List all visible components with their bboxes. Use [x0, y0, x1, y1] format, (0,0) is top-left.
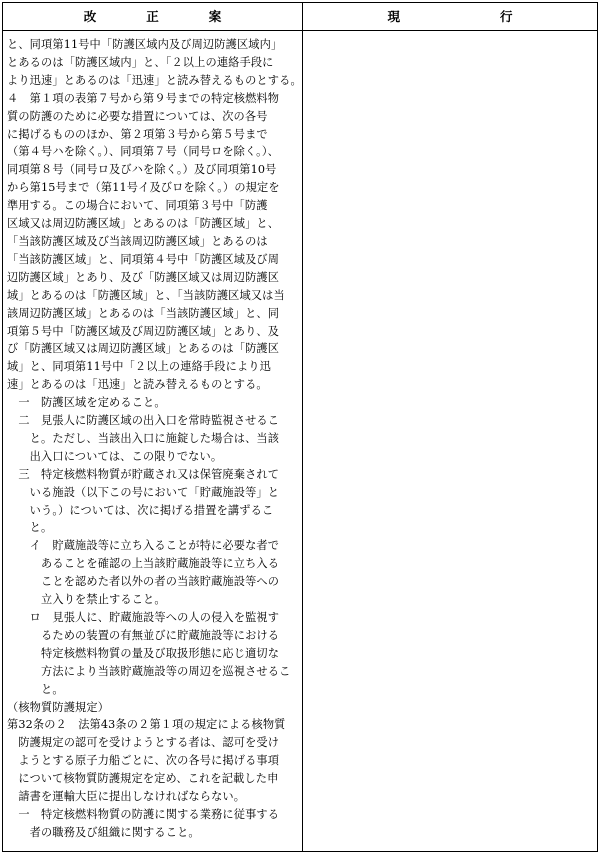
text-line: （核物質防護規定）	[7, 700, 110, 714]
text-line: 二 見張人に防護区域の出入口を常時監視させるこ	[7, 414, 280, 428]
text-line: 第32条の２ 法第43条の２第１項の規定による核物質	[7, 718, 286, 732]
text-line: 一 特定核燃料物質の防護に関する業務に従事する	[7, 807, 280, 821]
text-line: と。ただし、当該出入口に施錠した場合は、当該	[7, 431, 280, 445]
header-proposed: 改 正 案	[83, 9, 222, 24]
text-line: ロ 見張人に、貯蔵施設等への人の侵入を監視す	[7, 611, 280, 624]
text-line: 三 特定核燃料物質が貯蔵され又は保管廃棄されて	[7, 467, 280, 481]
table-header	[3, 3, 597, 31]
text-line: 請書を運輸大臣に提出しなければならない。	[7, 790, 246, 804]
text-line: 防護規定の認可を受けようとする者は、認可を受け	[7, 736, 280, 750]
text-line: 出入口については、この限りでない。	[7, 449, 223, 463]
text-line: び「防護区域又は周辺防護区域」とあるのは「防護区	[7, 342, 280, 356]
text-line: 速」とあるのは「迅速」と読み替えるものとする。	[7, 378, 268, 392]
text-line: いる施設（以下この号において「貯蔵施設等」と	[7, 485, 280, 499]
text-line: 同項第８号（同号ロ及びハを除く。）及び同項第10号	[7, 163, 277, 177]
text-line: 辺防護区域」とあり、及び「防護区域又は周辺防護区	[7, 270, 280, 284]
text-line: いう。）については、次に掲げる措置を講ずるこ	[7, 503, 274, 517]
text-line: 特定核燃料物質の量及び取扱形態に応じ適切な	[7, 646, 280, 660]
text-line: 者の職務及び組織に関すること。	[7, 825, 200, 839]
text-line: より迅速」とあるのは「迅速」と読み替えるものとする。	[7, 73, 302, 87]
text-line: 「当該防護区域及び当該周辺防護区域」とあるのは	[7, 234, 268, 248]
text-line: 該周辺防護区域」とあるのは「当該防護区域」と、同	[7, 306, 280, 320]
column-divider	[302, 3, 303, 851]
text-line: に掲げるもののほか、第２項第３号から第５号まで	[7, 127, 268, 141]
text-line: ことを認めた者以外の者の当該貯蔵施設等への	[7, 575, 280, 589]
proposed-column-text	[7, 36, 301, 842]
text-line: から第15号まで（第11号イ及びロを除く。）の規定を	[7, 181, 280, 195]
text-line: 準用する。この場合において、同項第３号中「防護	[7, 199, 268, 213]
text-line: 「当該防護区域」と、同項第４号中「防護区域及び周	[7, 252, 280, 266]
header-current: 現 行	[387, 9, 513, 24]
text-line: と、同項第11号中「防護区域内及び周辺防護区域内」	[7, 38, 283, 51]
text-line: 域」と、同項第11号中「２以上の連絡手段により迅	[7, 360, 271, 374]
text-line: あることを確認の上当該貯蔵施設等に立ち入る	[7, 557, 280, 571]
text-line: と。	[7, 682, 64, 696]
text-line: イ 貯蔵施設等に立ち入ることが特に必要な者で	[7, 539, 280, 553]
text-line: 項第５号中「防護区域及び周辺防護区域」とあり、及	[7, 324, 280, 338]
text-line: 域」とあるのは「防護区域」と、「当該防護区域又は当	[7, 288, 285, 302]
text-line: 方法により当該貯蔵施設等の周辺を巡視させるこ	[7, 664, 291, 678]
text-line: 一 防護区域を定めること。	[7, 396, 166, 410]
text-line: 立入りを禁止すること。	[7, 593, 166, 607]
text-line: ４ 第１項の表第７号から第９号までの特定核燃料物	[7, 91, 280, 105]
text-line: について核物質防護規定を定め、これを記載した申	[7, 772, 279, 786]
text-line: とあるのは「防護区域内」と、「２以上の連絡手段に	[7, 55, 274, 69]
text-line: 区域又は周辺防護区域」とあるのは「防護区域」と、	[7, 217, 280, 231]
text-line: ようとする原子力船ごとに、次の各号に掲げる事項	[7, 754, 280, 768]
text-line: （第４号ハを除く。）、同項第７号（同号ロを除く。）、	[7, 145, 279, 159]
text-line: るための装置の有無並びに貯蔵施設等における	[7, 628, 280, 642]
text-line: 質の防護のために必要な措置については、次の各号	[7, 109, 268, 123]
document-table	[2, 2, 598, 852]
text-line: と。	[7, 521, 53, 535]
